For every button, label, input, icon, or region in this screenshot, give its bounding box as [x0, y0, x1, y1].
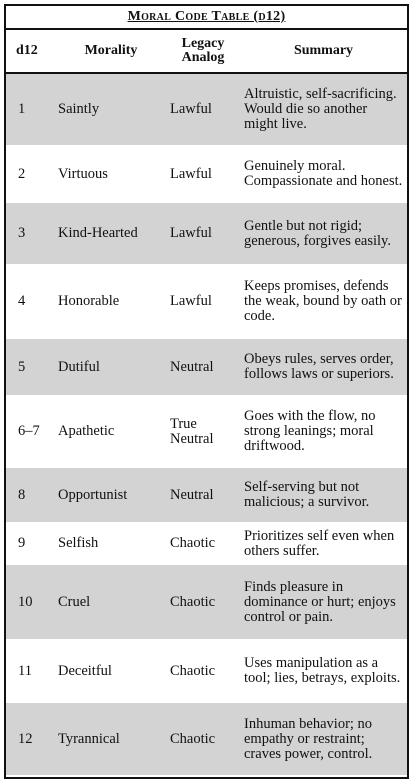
cell-legacy: Neutral — [166, 468, 240, 522]
cell-summary: Altruistic, self-sacrificing. Would die so another might live. — [240, 73, 407, 145]
header-legacy-line2: Analog — [181, 50, 225, 65]
cell-morality: Honorable — [58, 293, 120, 309]
cell-morality: Virtuous — [58, 165, 108, 182]
cell-summary: Obeys rules, serves order, follows laws or superiors. — [240, 339, 407, 395]
cell-summary: Finds pleasure in dominance or hurt; enjoys control or pain. — [240, 565, 407, 639]
cell-legacy: Chaotic — [170, 662, 216, 679]
table-row — [6, 73, 407, 145]
cell-roll: 6–7 — [18, 423, 40, 439]
table-row — [6, 145, 407, 203]
cell-morality: Kind-Hearted — [56, 203, 166, 264]
table-row — [6, 468, 407, 522]
cell-legacy: Chaotic — [166, 565, 240, 639]
cell-legacy: Lawful — [166, 73, 240, 145]
cell-roll: 11 — [18, 662, 32, 679]
header-row — [6, 30, 407, 73]
cell-morality: Opportunist — [56, 468, 166, 522]
cell-roll: 10 — [6, 565, 56, 639]
cell-summary: Inhuman behavior; no empathy or restraint; craves power, control. — [240, 703, 407, 775]
header-d12: d12 — [6, 30, 56, 73]
cell-summary: Keeps promises, defends the weak, bound by oath or code. — [244, 278, 402, 324]
table-row — [6, 395, 407, 468]
table-row — [6, 639, 407, 703]
cell-summary: Prioritizes self even when others suffer. — [244, 527, 395, 559]
cell-summary: Goes with the flow, no strong leanings; moral driftwood. — [244, 408, 376, 454]
cell-legacy: Neutral — [166, 339, 240, 395]
cell-roll: 8 — [6, 468, 56, 522]
cell-legacy: Chaotic — [170, 535, 216, 551]
cell-morality: Saintly — [56, 73, 166, 145]
header-legacy-line1: Legacy — [181, 36, 225, 51]
cell-roll: 12 — [6, 703, 56, 775]
cell-legacy: True Neutral — [170, 415, 214, 447]
cell-legacy: Chaotic — [166, 703, 240, 775]
cell-roll: 1 — [6, 73, 56, 145]
cell-summary: Uses manipulation as a tool; lies, betrays, exploits. — [244, 655, 401, 686]
cell-roll: 9 — [18, 535, 26, 551]
cell-legacy: Lawful — [170, 165, 212, 182]
table-row — [6, 703, 407, 775]
cell-morality: Dutiful — [56, 339, 166, 395]
cell-legacy: Lawful — [170, 293, 212, 309]
cell-summary: Gentle but not rigid; generous, forgives easily. — [240, 203, 407, 264]
cell-summary: Self-serving but not malicious; a survivor. — [240, 468, 407, 522]
cell-roll: 4 — [18, 293, 26, 309]
table-title: Moral Code Table (d12) — [6, 6, 407, 30]
table-row — [6, 522, 407, 565]
cell-roll: 5 — [6, 339, 56, 395]
table-row — [6, 339, 407, 395]
cell-roll: 2 — [18, 165, 26, 182]
table-row — [6, 203, 407, 264]
moral-code-table — [6, 30, 407, 775]
cell-legacy: Lawful — [166, 203, 240, 264]
cell-morality: Apathetic — [58, 423, 115, 439]
header-morality: Morality — [56, 30, 166, 73]
moral-code-table-card — [4, 4, 409, 779]
cell-summary: Genuinely moral. Compassionate and honest. — [244, 158, 403, 189]
cell-morality: Deceitful — [58, 662, 112, 679]
table-row — [6, 565, 407, 639]
header-summary: Summary — [240, 30, 407, 73]
cell-morality: Selfish — [58, 535, 99, 551]
cell-roll: 3 — [6, 203, 56, 264]
cell-morality: Cruel — [56, 565, 166, 639]
table-row — [6, 264, 407, 339]
header-legacy-analog — [166, 30, 240, 73]
cell-morality: Tyrannical — [56, 703, 166, 775]
